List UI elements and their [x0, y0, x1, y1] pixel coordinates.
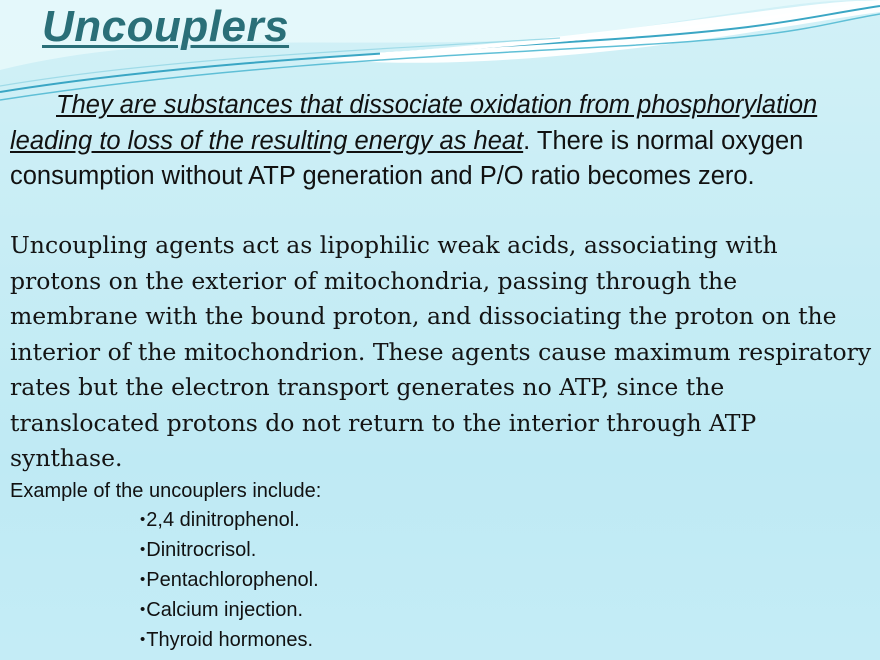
- slide-title: Uncouplers: [42, 2, 290, 51]
- definition-plain-text: There is normal oxygen consumption without ATP generation and P/O ratio becomes zero.: [10, 126, 804, 190]
- list-item: [140, 626, 319, 656]
- examples-list: [140, 506, 319, 656]
- bullet-icon: •: [140, 541, 146, 558]
- bullet-icon: •: [140, 511, 146, 528]
- mechanism-paragraph: Uncoupling agents act as lipophilic weak acids, associating with protons on the exterior of mitochondria, passing through the membrane with the bound proton, and dissociating the proton on the interior of the mitochondrion. These agents cause maximum respiratory rates but the electron transport generates no ATP, since the translocated protons do not return to the interior through ATP synthase.: [10, 231, 872, 472]
- list-item-text: Dinitrocrisol.: [146, 539, 257, 561]
- bullet-icon: •: [140, 571, 146, 588]
- bullet-icon: •: [140, 601, 146, 618]
- bullet-icon: •: [140, 631, 146, 648]
- list-item-text: Pentachlorophenol.: [146, 569, 319, 591]
- list-item-text: Calcium injection.: [146, 599, 303, 621]
- list-item-text: Thyroid hormones.: [146, 629, 314, 651]
- definition-paragraph: [10, 88, 872, 195]
- list-item: [140, 536, 319, 566]
- list-item: [140, 566, 319, 596]
- examples-intro: Example of the uncouplers include:: [10, 480, 322, 502]
- list-item-text: 2,4 dinitrophenol.: [146, 509, 300, 531]
- list-item: [140, 506, 319, 536]
- list-item: [140, 596, 319, 626]
- definition-period: .: [523, 126, 531, 155]
- definition-italic-text: They are substances that dissociate oxidation from phosphorylation leading to loss of the resulting energy as heat: [10, 91, 818, 155]
